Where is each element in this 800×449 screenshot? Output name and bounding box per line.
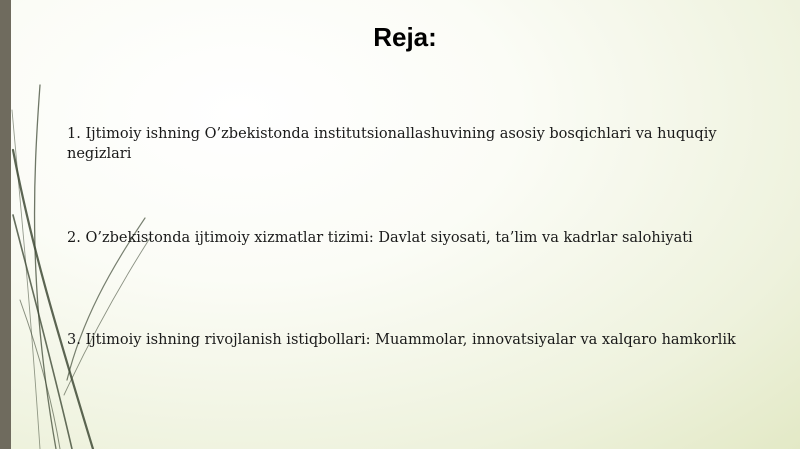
plan-item-3: 3. Ijtimoiy ishning rivojlanish istiqbollari: Muammolar, innovatsiyalar va xalqaro hamkorlik — [67, 332, 736, 348]
slide-title: Reja: — [373, 22, 437, 52]
plan-item-2: 2. O’zbekistonda ijtimoiy xizmatlar tizimi: Davlat siyosati, ta’lim va kadrlar salohiyati — [67, 230, 693, 246]
slide-left-bar — [0, 0, 11, 449]
plan-item-1: 1. Ijtimoiy ishning O’zbekistonda institutsionallashuvining asosiy bosqichlari va huquqiy negizlari — [67, 126, 717, 162]
